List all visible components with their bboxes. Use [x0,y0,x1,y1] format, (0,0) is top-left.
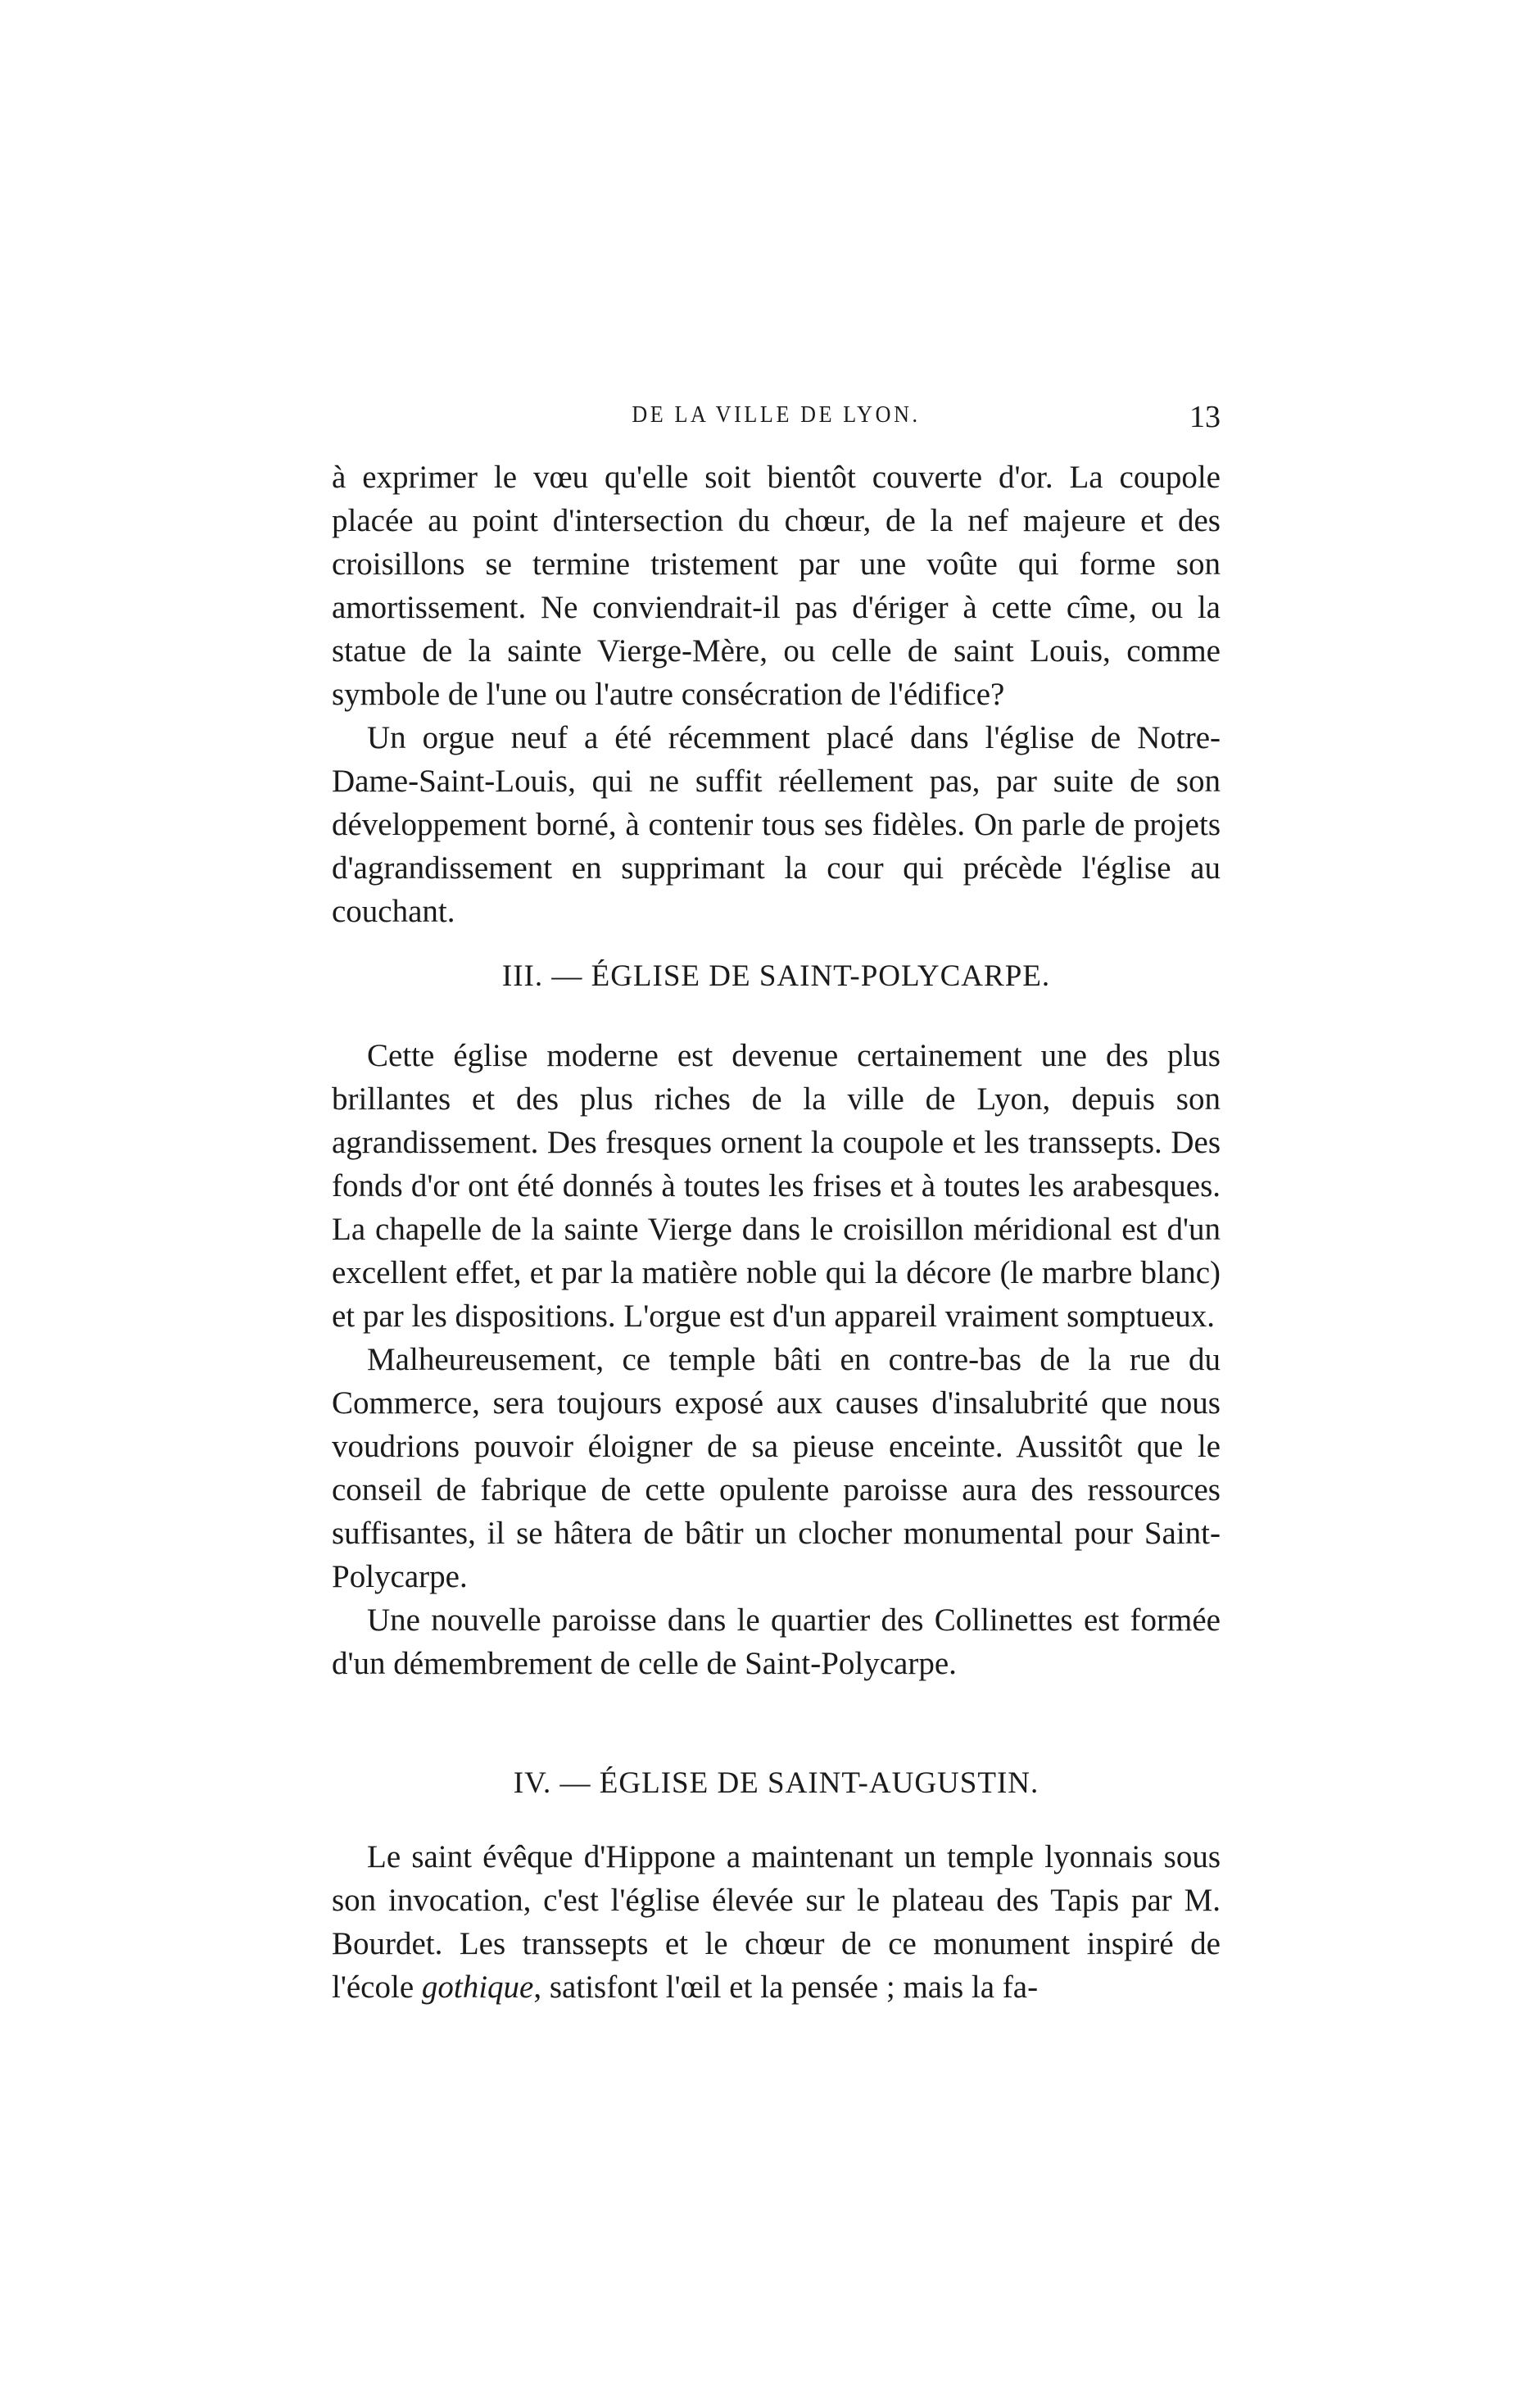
paragraph: Un orgue neuf a été récemment placé dans l'église de Notre-Dame-Saint-Louis, qui ne suffit réellement pas, par suite de son développement borné, à contenir tous ses fidèles. On parle de projets d'agrandissement en supprimant la cour qui précède l'église au couchant. [332,720,1221,929]
page-number: 13 [1189,400,1221,434]
paragraph-text: , satisfont l'œil et la pensée ; mais la fa- [533,1970,1039,2005]
section-body-saint-polycarpe [332,1034,1221,1685]
continued-text-block [332,456,1221,933]
paragraph: Cette église moderne est devenue certainement une des plus brillantes et des plus riches de la ville de Lyon, depuis son agrandissement. Des fresques ornent la coupole et les transsepts. Des fonds d'or ont été donnés à toutes les frises et à toutes les arabesques. La chapelle de la sainte Vierge dans le croisillon méridional est d'un excellent effet, et par la matière noble qui la décore (le marbre blanc) et par les dispositions. L'orgue est d'un appareil vraiment somptueux. [332,1038,1221,1334]
section-heading-saint-augustin: IV. — ÉGLISE DE SAINT-AUGUSTIN. [513,1766,1040,1800]
italic-term: gothique [421,1970,534,2005]
paragraph [332,1835,1221,2009]
section-body-saint-augustin [332,1835,1221,2009]
page-header [332,401,1221,442]
paragraph-text: Le saint évêque d'Hippone a maintenant un temple lyonnais sous son invocation, c'est l'église élevée sur le plateau des Tapis par M. Bourdet. Les transsepts et le chœur de ce monument inspiré de l'école [332,1839,1221,2005]
section-heading-saint-polycarpe: III. — ÉGLISE DE SAINT-POLYCARPE. [501,959,1051,993]
paragraph: Malheureusement, ce temple bâti en contre-bas de la rue du Commerce, sera toujours exposé aux causes d'insalubrité que nous voudrions pouvoir éloigner de sa pieuse enceinte. Aussitôt que le conseil de fabrique de cette opulente paroisse aura des ressources suffisantes, il se hâtera de bâtir un clocher monumental pour Saint-Polycarpe. [332,1342,1221,1594]
paragraph: Une nouvelle paroisse dans le quartier des Collinettes est formée d'un démembrement de celle de Saint-Polycarpe. [332,1602,1221,1681]
running-title: DE LA VILLE DE LYON. [632,401,921,428]
paragraph: à exprimer le vœu qu'elle soit bientôt couverte d'or. La coupole placée au point d'intersection du chœur, de la nef majeure et des croisillons se termine tristement par une voûte qui forme son amortissement. Ne conviendrait-il pas d'ériger à cette cîme, ou la statue de la sainte Vierge-Mère, ou celle de saint Louis, comme symbole de l'une ou l'autre consécration de l'édifice? [332,460,1221,712]
